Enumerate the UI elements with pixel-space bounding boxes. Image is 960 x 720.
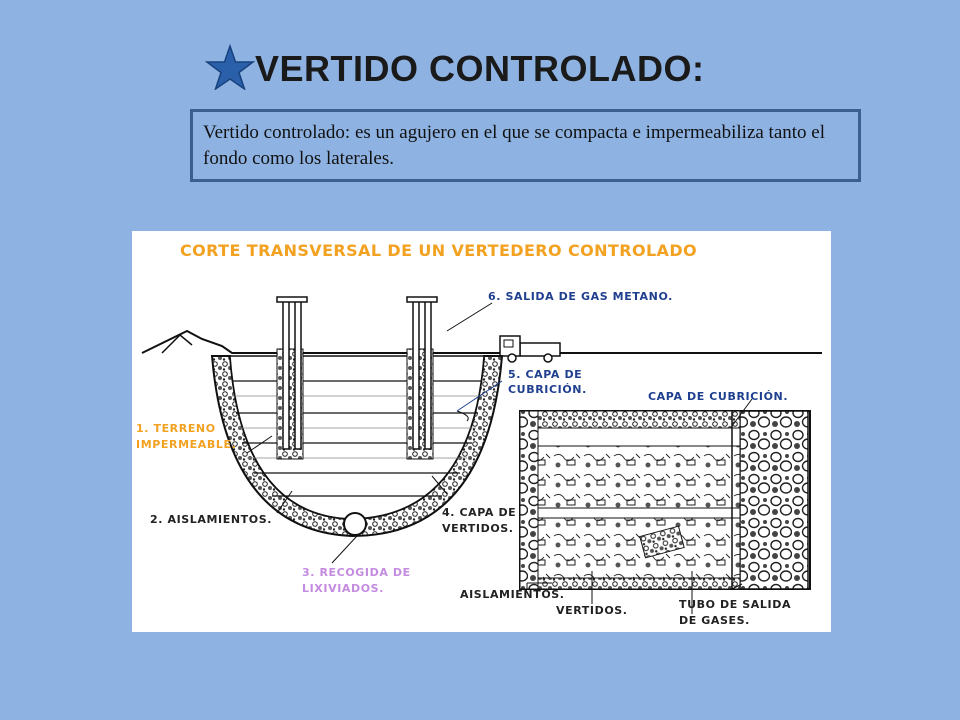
label-waste-detail: VERTIDOS. [556,604,628,617]
definition-box [190,109,861,182]
label-terrain-line2: IMPERMEABLE. [136,438,237,451]
gas-pipe-left [277,297,307,459]
detail-cross-section [520,411,810,589]
slide-title: VERTIDO CONTROLADO: [255,48,705,89]
star-icon [205,44,255,90]
label-gas-tube-line1: TUBO DE SALIDA [679,598,792,611]
ground-line [142,331,822,353]
label-waste-layer-line1: 4. CAPA DE [442,506,517,519]
label-leachate-line1: 3. RECOGIDA DE [302,566,411,579]
label-gas-outlet: 6. SALIDA DE GAS METANO. [488,290,673,303]
landfill-diagram [132,231,831,632]
truck-icon [500,336,560,362]
label-terrain-line1: 1. TERRENO [136,422,216,435]
diagram-title: CORTE TRANSVERSAL DE UN VERTEDERO CONTROLADO [180,241,698,260]
label-insulation: 2. AISLAMIENTOS. [150,513,273,526]
label-cover-layer-line1: 5. CAPA DE [508,368,583,381]
landfill-drawing [132,231,831,632]
leachate-pipe [344,513,366,535]
label-leachate-line2: LIXIVIADOS. [302,582,384,595]
label-cover-layer-detail: CAPA DE CUBRICIÓN. [648,390,789,403]
label-insulation-detail: AISLAMIENTOS. [460,588,565,601]
gas-pipe-right [407,297,437,459]
definition-text: Vertido controlado: es un agujero en el que se compacta e impermeabiliza tanto el fondo como los laterales. [203,122,826,169]
label-gas-tube-line2: DE GASES. [679,614,750,627]
label-cover-layer-line2: CUBRICIÓN. [508,383,587,396]
label-waste-layer-line2: VERTIDOS. [442,522,514,535]
